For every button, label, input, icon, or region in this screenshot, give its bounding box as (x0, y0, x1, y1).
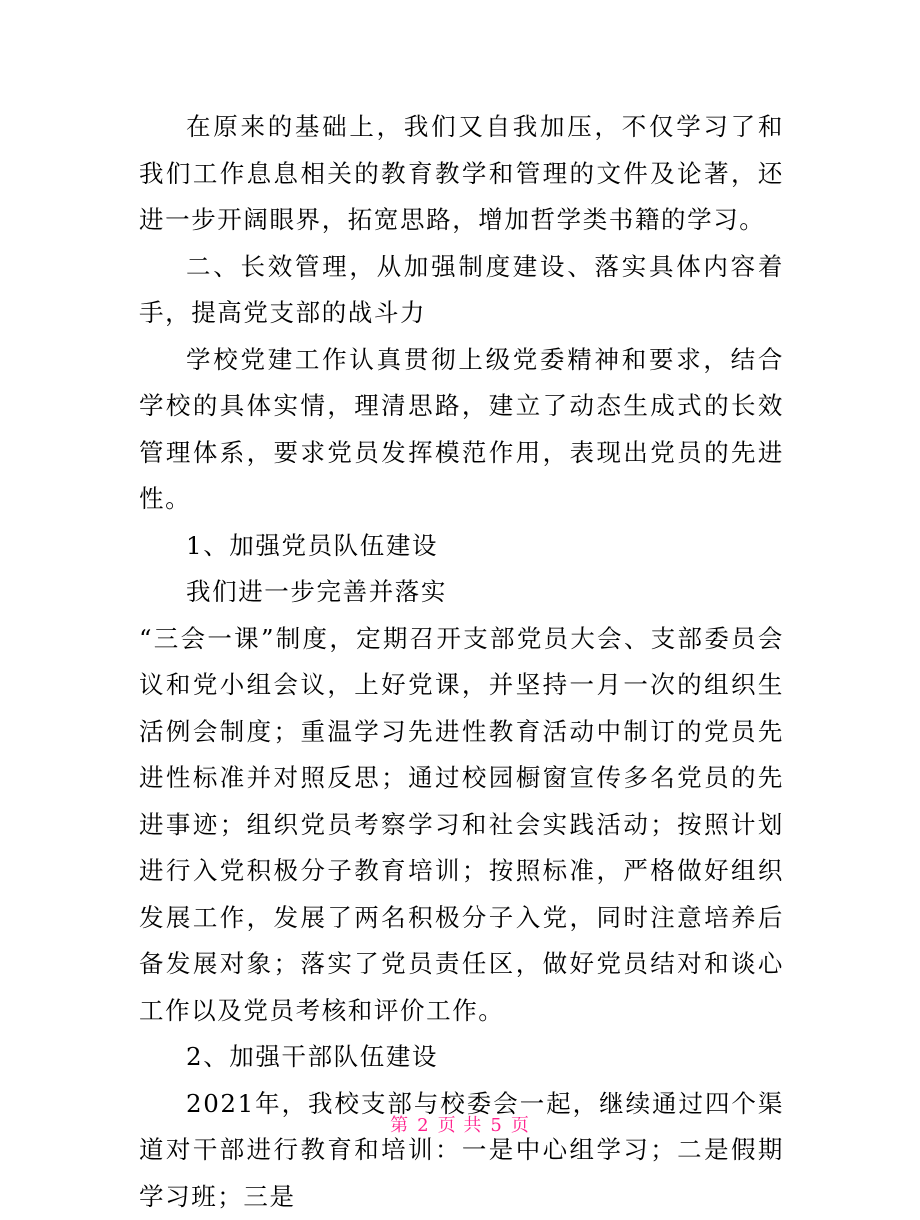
footer-current-page: 2 (417, 1115, 429, 1136)
footer-prefix: 第 (390, 1115, 409, 1136)
subheading-2: 2、加强干部队伍建设 (139, 1034, 784, 1081)
paragraph-5: 我们进一步完善并落实 (139, 569, 784, 616)
paragraph-3: 学校党建工作认真贯彻上级党委精神和要求，结合学校的具体实情，理清思路，建立了动态生成式的长效管理体系，要求党员发挥模范作用，表现出党员的先进性。 (139, 337, 784, 523)
section-heading-2: 二、长效管理，从加强制度建设、落实具体内容着手，提高党支部的战斗力 (139, 244, 784, 337)
subheading-1: 1、加强党员队伍建设 (139, 523, 784, 570)
page-footer (0, 1111, 920, 1137)
paragraph-8: 2021年，我校支部与校委会一起，继续通过四个渠道对干部进行教育和培训：一是中心组学习；二是假期学习班；三是 (139, 1081, 784, 1220)
footer-total-pages: 5 (490, 1115, 502, 1136)
footer-suffix: 页 (511, 1115, 530, 1136)
paragraph-1: 在原来的基础上，我们又自我加压，不仅学习了和我们工作息息相关的教育教学和管理的文件及论著，还进一步开阔眼界，拓宽思路，增加哲学类书籍的学习。 (139, 104, 784, 244)
paragraph-6: “三会一课”制度，定期召开支部党员大会、支部委员会议和党小组会议，上好党课，并坚持一月一次的组织生活例会制度；重温学习先进性教育活动中制订的党员先进性标准并对照反思；通过校园橱窗宣传多名党员的先进事迹；组织党员考察学习和社会实践活动；按照计划进行入党积极分子教育培训；按照标准，严格做好组织发展工作，发展了两名积极分子入党，同时注意培养后备发展对象；落实了党员责任区，做好党员结对和谈心工作以及党员考核和评价工作。 (139, 616, 784, 1035)
document-body (139, 104, 784, 1220)
footer-middle: 页 共 (438, 1115, 483, 1136)
